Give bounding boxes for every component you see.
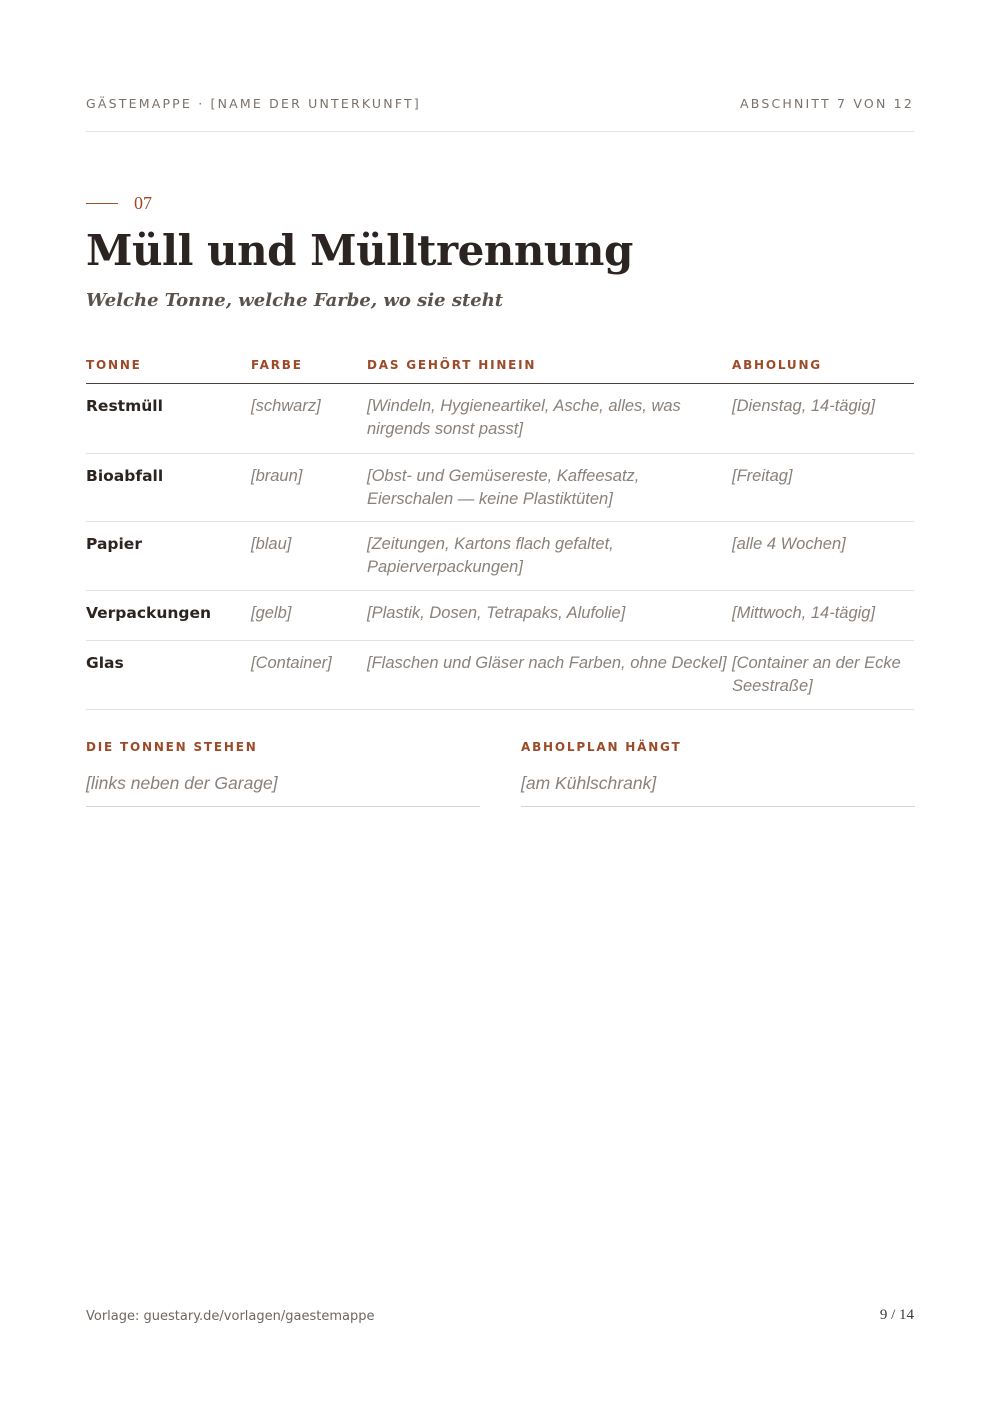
bin-pickup: [Container an der Ecke Seestraße] xyxy=(732,654,901,695)
bin-pickup: [alle 4 Wochen] xyxy=(732,535,846,553)
bin-color: [gelb] xyxy=(251,604,292,622)
header-section-indicator: ABSCHNITT 7 VON 12 xyxy=(740,96,914,111)
page-title: Müll und Mülltrennung xyxy=(86,226,633,275)
waste-bin-table xyxy=(86,356,914,710)
pickup-schedule-value: [am Kühlschrank] xyxy=(521,773,657,793)
bin-name: Bioabfall xyxy=(86,467,164,485)
column-header-abholung: ABHOLUNG xyxy=(732,358,822,372)
bin-pickup: [Dienstag, 14-tägig] xyxy=(732,397,876,415)
pickup-schedule-label: ABHOLPLAN HÄNGT xyxy=(521,740,682,754)
page-subtitle: Welche Tonne, welche Farbe, wo sie steht xyxy=(86,290,504,311)
bin-name: Verpackungen xyxy=(86,604,212,622)
bin-color: [blau] xyxy=(251,535,292,553)
header-document-title: GÄSTEMAPPE · [NAME DER UNTERKUNFT] xyxy=(86,96,421,111)
bin-name: Glas xyxy=(86,654,124,672)
bin-location-label: DIE TONNEN STEHEN xyxy=(86,740,258,754)
bin-contents: [Zeitungen, Kartons flach gefaltet, Papierverpackungen] xyxy=(367,535,614,576)
bin-color: [braun] xyxy=(251,467,303,485)
bin-contents: [Flaschen und Gläser nach Farben, ohne Deckel] xyxy=(367,654,727,672)
table-row xyxy=(86,641,914,710)
bin-contents: [Plastik, Dosen, Tetrapaks, Alufolie] xyxy=(367,604,626,622)
bin-name: Restmüll xyxy=(86,397,163,415)
section-accent-rule xyxy=(86,203,118,204)
bin-name: Papier xyxy=(86,535,142,553)
column-header-inhalt: DAS GEHÖRT HINEIN xyxy=(367,358,537,372)
bin-color: [schwarz] xyxy=(251,397,321,415)
section-number xyxy=(86,193,152,214)
table-row xyxy=(86,591,914,641)
pickup-schedule-field xyxy=(521,740,915,807)
bin-pickup: [Freitag] xyxy=(732,467,793,485)
footer-source: Vorlage: guestary.de/vorlagen/gaestemappe xyxy=(86,1309,375,1324)
table-row xyxy=(86,522,914,591)
section-number-text: 07 xyxy=(134,193,152,213)
bin-pickup: [Mittwoch, 14-tägig] xyxy=(732,604,876,622)
bin-contents: [Windeln, Hygieneartikel, Asche, alles, was nirgends sonst passt] xyxy=(367,397,681,438)
bin-location-value: [links neben der Garage] xyxy=(86,773,278,793)
bin-contents: [Obst- und Gemüsereste, Kaffeesatz, Eierschalen — keine Plastiktüten] xyxy=(367,467,640,508)
bin-location-field xyxy=(86,740,480,807)
table-header-row xyxy=(86,356,914,384)
table-row xyxy=(86,454,914,522)
bin-color: [Container] xyxy=(251,654,332,672)
page-number: 9 / 14 xyxy=(879,1307,914,1323)
running-header xyxy=(86,96,914,132)
column-header-farbe: FARBE xyxy=(251,358,303,372)
table-row xyxy=(86,384,914,454)
column-header-tonne: TONNE xyxy=(86,358,142,372)
